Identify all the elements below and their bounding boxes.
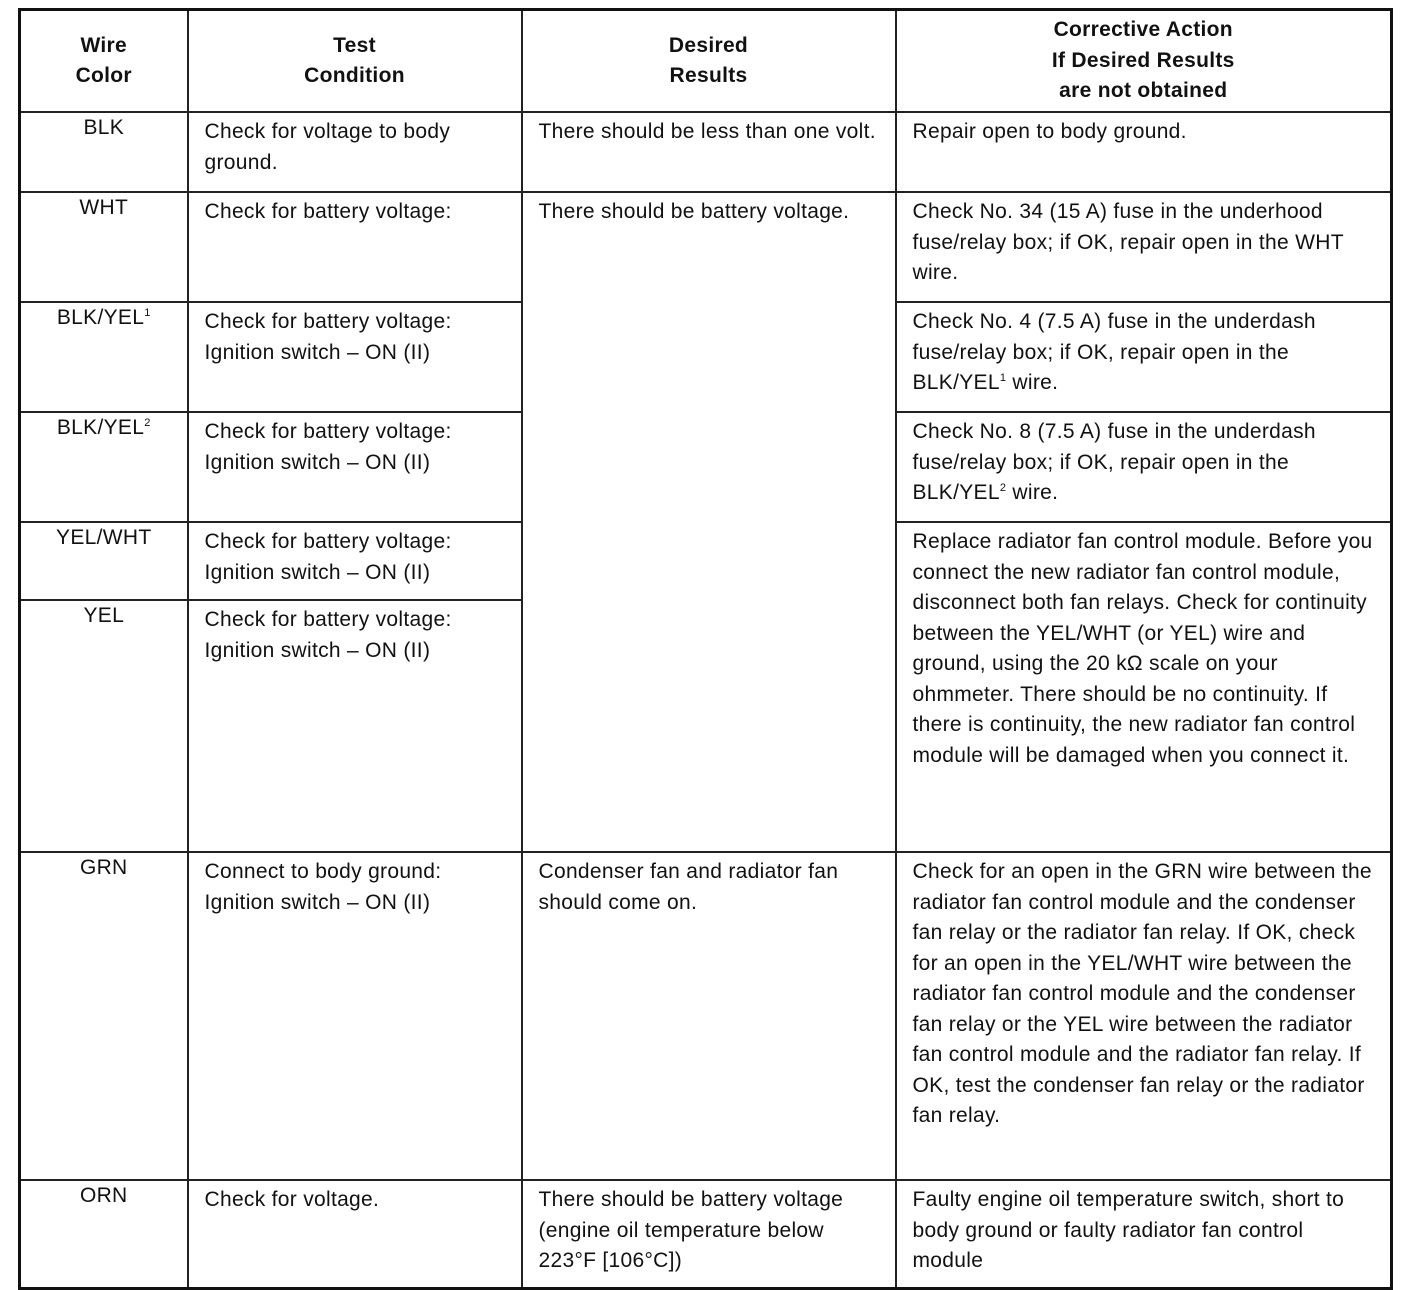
test-condition-line: Ignition switch – ON (II) <box>204 340 431 364</box>
test-condition-line: Connect to body ground: <box>204 860 442 883</box>
test-condition-cell <box>188 600 522 852</box>
header-corrective-action: Corrective Action If Desired Results are not obtained <box>896 10 1392 113</box>
corrective-action-cell <box>896 412 1392 522</box>
corrective-action-text: wire. <box>1006 371 1059 394</box>
table-row <box>20 1180 1392 1289</box>
test-condition-line: Check for battery voltage: <box>204 420 452 443</box>
table-row <box>20 112 1392 192</box>
wire-color-cell: GRN <box>20 852 188 1180</box>
corrective-action-text: wire. <box>1006 481 1059 504</box>
corrective-action-text: Check No. 4 (7.5 A) fuse in the underdash fuse/relay box; if OK, repair open in the BLK/YEL <box>912 310 1316 394</box>
corrective-action-cell <box>896 302 1392 412</box>
wire-color-cell: BLK <box>20 112 188 192</box>
footnote-marker: 1 <box>144 307 151 319</box>
wire-color-cell: YEL/WHT <box>20 522 188 600</box>
header-wire-color: Wire Color <box>20 10 188 113</box>
test-condition-cell: Check for voltage to body ground. <box>188 112 522 192</box>
wire-color-label: BLK/YEL <box>56 306 145 329</box>
corrective-action-cell: Replace radiator fan control module. Before you connect the new radiator fan control module, disconnect both fan relays. Check for continuity between the YEL/WHT (or YEL) wire and ground, using the 20 kΩ scale on your ohmmeter. There should be no continuity. If there is continuity, the new radiator fan control module will be damaged when you connect it. <box>896 522 1392 852</box>
test-condition-cell <box>188 302 522 412</box>
desired-results-cell: There should be battery voltage. <box>522 192 896 852</box>
test-condition-cell <box>188 852 522 1180</box>
wire-color-cell: YEL <box>20 600 188 852</box>
test-condition-line: Ignition switch – ON (II) <box>204 560 431 584</box>
desired-results-cell: There should be less than one volt. <box>522 112 896 192</box>
wire-color-label: BLK/YEL <box>56 416 145 439</box>
test-condition-cell <box>188 412 522 522</box>
table-row <box>20 852 1392 1180</box>
header-desired-results: Desired Results <box>522 10 896 113</box>
wire-color-cell <box>20 302 188 412</box>
desired-results-cell: There should be battery voltage (engine oil temperature below 223°F [106°C]) <box>522 1180 896 1289</box>
test-condition-line: Check for battery voltage: <box>204 530 452 553</box>
corrective-action-text: Check No. 8 (7.5 A) fuse in the underdash fuse/relay box; if OK, repair open in the BLK/YEL <box>912 420 1316 504</box>
wire-color-cell <box>20 412 188 522</box>
table-row <box>20 192 1392 302</box>
corrective-action-cell: Faulty engine oil temperature switch, short to body ground or faulty radiator fan control module <box>896 1180 1392 1289</box>
desired-results-cell: Condenser fan and radiator fan should come on. <box>522 852 896 1180</box>
test-condition-line: Ignition switch – ON (II) <box>204 638 431 662</box>
wire-color-cell: ORN <box>20 1180 188 1289</box>
test-condition-cell: Check for voltage. <box>188 1180 522 1289</box>
header-row <box>20 10 1392 113</box>
test-condition-line: Ignition switch – ON (II) <box>204 450 431 474</box>
corrective-action-cell: Check No. 34 (15 A) fuse in the underhood fuse/relay box; if OK, repair open in the WHT wire. <box>896 192 1392 302</box>
footnote-marker: 2 <box>144 417 151 429</box>
test-condition-line: Check for battery voltage: <box>204 310 452 333</box>
wire-color-cell: WHT <box>20 192 188 302</box>
test-condition-line: Check for battery voltage: <box>204 608 452 631</box>
corrective-action-cell: Check for an open in the GRN wire between the radiator fan control module and the condenser fan relay or the radiator fan relay. If OK, check for an open in the YEL/WHT wire between the radiator fan control module and the condenser fan relay or the YEL wire between the radiator fan control module and the radiator fan relay. If OK, test the condenser fan relay or the radiator fan relay. <box>896 852 1392 1180</box>
corrective-action-cell: Repair open to body ground. <box>896 112 1392 192</box>
test-condition-cell: Check for battery voltage: <box>188 192 522 302</box>
wire-test-table <box>18 8 1393 1290</box>
footnote-marker: 2 <box>999 482 1007 494</box>
footnote-marker: 1 <box>999 372 1007 384</box>
test-condition-cell <box>188 522 522 600</box>
header-test-condition: Test Condition <box>188 10 522 113</box>
test-condition-line: Ignition switch – ON (II) <box>204 890 431 914</box>
